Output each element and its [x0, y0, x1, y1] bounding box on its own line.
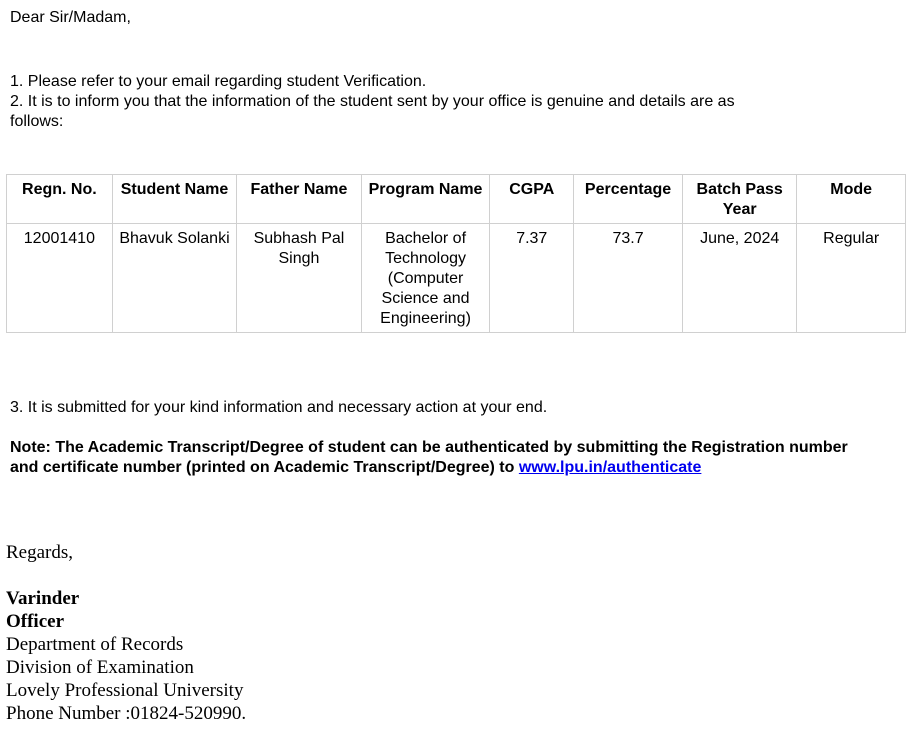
authentication-note	[10, 438, 850, 478]
intro-paragraphs	[10, 72, 790, 132]
signatory-name: Varinder	[6, 588, 80, 609]
header-program-name: Program Name	[361, 175, 490, 224]
header-cgpa: CGPA	[490, 175, 574, 224]
note-text: Note: The Academic Transcript/Degree of student can be authenticated by submitting the Registration number and certificate number (printed on Academic Transcript/Degree) to	[10, 439, 848, 476]
cell-program-name: Bachelor of Technology (Computer Science and Engineering)	[361, 224, 490, 333]
student-details-table	[6, 174, 906, 333]
point-3: 3. It is submitted for your kind information and necessary action at your end.	[10, 399, 548, 416]
header-percentage: Percentage	[574, 175, 683, 224]
header-student-name: Student Name	[112, 175, 236, 224]
signatory-title: Officer	[6, 611, 65, 632]
table-header-row	[7, 175, 906, 224]
university: Lovely Professional University	[6, 680, 244, 701]
cell-batch-pass-year: June, 2024	[682, 224, 796, 333]
cell-regn-no: 12001410	[7, 224, 113, 333]
signature-spacer	[6, 564, 246, 587]
cell-cgpa: 7.37	[490, 224, 574, 333]
cell-student-name: Bhavuk Solanki	[112, 224, 236, 333]
table-row	[7, 224, 906, 333]
department: Department of Records	[6, 634, 184, 655]
cell-mode: Regular	[797, 224, 906, 333]
signature-block	[6, 541, 246, 725]
regards: Regards,	[6, 542, 74, 563]
division: Division of Examination	[6, 657, 194, 678]
header-mode: Mode	[797, 175, 906, 224]
cell-father-name: Subhash Pal Singh	[237, 224, 361, 333]
header-father-name: Father Name	[237, 175, 361, 224]
header-batch-pass-year: Batch Pass Year	[682, 175, 796, 224]
phone-number: Phone Number :01824-520990.	[6, 703, 247, 724]
authenticate-link[interactable]: www.lpu.in/authenticate	[518, 459, 702, 476]
cell-percentage: 73.7	[574, 224, 683, 333]
point-1: 1. Please refer to your email regarding student Verification.	[10, 73, 427, 90]
header-regn-no: Regn. No.	[7, 175, 113, 224]
point-2: 2. It is to inform you that the information of the student sent by your office is genuine and details are as follows:	[10, 93, 735, 130]
salutation: Dear Sir/Madam,	[10, 9, 131, 26]
